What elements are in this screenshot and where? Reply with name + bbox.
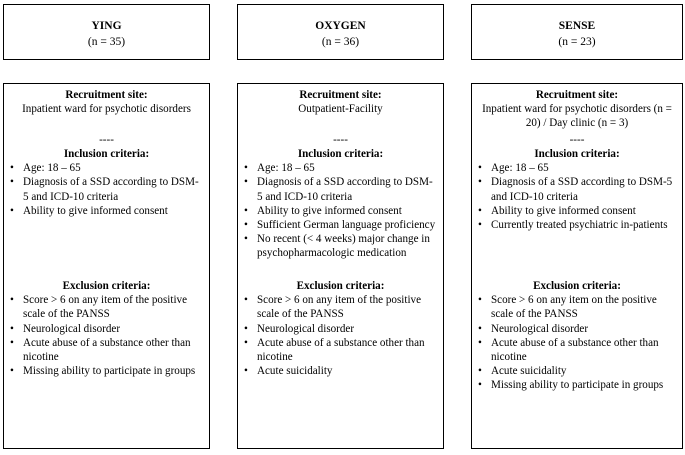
bullet-icon: • bbox=[244, 176, 248, 189]
exclusion-item-text: Acute suicidality bbox=[491, 365, 567, 378]
inclusion-item bbox=[10, 161, 203, 175]
group-name: SENSE bbox=[558, 20, 596, 32]
inclusion-title: Inclusion criteria: bbox=[297, 148, 384, 160]
exclusion-item bbox=[478, 378, 676, 392]
group-sample-size: (n = 35) bbox=[87, 36, 126, 48]
bullet-icon: • bbox=[244, 336, 248, 349]
inclusion-list bbox=[478, 161, 676, 232]
bullet-icon: • bbox=[10, 204, 14, 217]
inclusion-item bbox=[244, 175, 437, 203]
inclusion-item-text: Diagnosis of a SSD according to DSM-5 and ICD-10 criteria bbox=[257, 176, 433, 203]
inclusion-section bbox=[478, 147, 676, 279]
bullet-icon: • bbox=[10, 365, 14, 378]
inclusion-item-text: Age: 18 – 65 bbox=[491, 162, 549, 175]
exclusion-item bbox=[244, 322, 437, 336]
exclusion-item bbox=[10, 364, 203, 378]
bullet-icon: • bbox=[244, 365, 248, 378]
exclusion-item-text: Acute suicidality bbox=[257, 365, 333, 378]
inclusion-item-text: Currently treated psychiatric in-patients bbox=[491, 219, 668, 232]
exclusion-item bbox=[10, 322, 203, 336]
recruitment-title: Recruitment site: bbox=[535, 89, 619, 101]
criteria-box-oxygen bbox=[237, 83, 444, 449]
inclusion-item bbox=[10, 204, 203, 218]
exclusion-item-text: Score > 6 on any item on the positive scale of the PANSS bbox=[491, 294, 657, 321]
inclusion-item-text: Ability to give informed consent bbox=[23, 204, 168, 217]
bullet-icon: • bbox=[244, 322, 248, 335]
recruitment-text: Inpatient ward for psychotic disorders bbox=[22, 103, 191, 116]
exclusion-item-text: Acute abuse of a substance other than nicotine bbox=[257, 336, 425, 364]
inclusion-list bbox=[10, 161, 203, 218]
section-separator: ---- bbox=[569, 134, 585, 146]
exclusion-item-text: Acute abuse of a substance other than nicotine bbox=[23, 336, 191, 364]
group-name: OXYGEN bbox=[315, 20, 366, 32]
exclusion-item bbox=[10, 336, 203, 364]
bullet-icon: • bbox=[10, 322, 14, 335]
bullet-icon: • bbox=[244, 162, 248, 175]
bullet-icon: • bbox=[478, 162, 482, 175]
recruitment-text: Outpatient-Facility bbox=[298, 103, 383, 116]
inclusion-item-text: Diagnosis of a SSD according to DSM-5 and ICD-10 criteria bbox=[23, 176, 199, 203]
inclusion-item-text: Age: 18 – 65 bbox=[23, 162, 81, 175]
bullet-icon: • bbox=[244, 219, 248, 232]
exclusion-item bbox=[244, 336, 437, 364]
exclusion-item bbox=[478, 293, 676, 321]
bullet-icon: • bbox=[10, 294, 14, 307]
group-header-sense bbox=[471, 4, 683, 60]
bullet-icon: • bbox=[244, 233, 248, 246]
inclusion-item bbox=[244, 218, 437, 232]
bullet-icon: • bbox=[478, 365, 482, 378]
inclusion-item-text: Diagnosis of a SSD according to DSM-5 and ICD-10 criteria bbox=[491, 176, 673, 203]
exclusion-title: Exclusion criteria: bbox=[296, 280, 385, 292]
section-separator: ---- bbox=[333, 134, 348, 146]
exclusion-item-text: Neurological disorder bbox=[23, 322, 121, 335]
bullet-icon: • bbox=[244, 204, 248, 217]
exclusion-list bbox=[478, 293, 676, 392]
inclusion-section bbox=[244, 147, 437, 279]
exclusion-item-text: Score > 6 on any item of the positive scale of the PANSS bbox=[257, 294, 422, 321]
exclusion-item bbox=[478, 364, 676, 378]
recruitment-text: Inpatient ward for psychotic disorders (n = 20) / Day clinic (n = 3) bbox=[482, 103, 672, 130]
inclusion-item-text: Sufficient German language proficiency bbox=[257, 219, 436, 232]
recruitment-section bbox=[478, 88, 676, 133]
exclusion-item bbox=[244, 293, 437, 321]
bullet-icon: • bbox=[10, 336, 14, 349]
inclusion-item bbox=[244, 161, 437, 175]
exclusion-item-text: Score > 6 on any item of the positive scale of the PANSS bbox=[23, 294, 188, 321]
bullet-icon: • bbox=[478, 204, 482, 217]
bullet-icon: • bbox=[478, 219, 482, 232]
bullet-icon: • bbox=[478, 176, 482, 189]
inclusion-section bbox=[10, 147, 203, 279]
inclusion-item bbox=[478, 218, 676, 232]
recruitment-title: Recruitment site: bbox=[299, 89, 382, 101]
exclusion-title: Exclusion criteria: bbox=[62, 280, 151, 292]
inclusion-item-text: Ability to give informed consent bbox=[491, 204, 636, 217]
recruitment-section bbox=[10, 88, 203, 133]
inclusion-item bbox=[10, 175, 203, 203]
bullet-icon: • bbox=[478, 336, 482, 349]
group-sample-size: (n = 23) bbox=[558, 36, 596, 48]
exclusion-item-text: Acute abuse of a substance other than nicotine bbox=[491, 336, 659, 364]
exclusion-item-text: Missing ability to participate in groups bbox=[491, 379, 664, 392]
exclusion-item-text: Neurological disorder bbox=[257, 322, 355, 335]
inclusion-item bbox=[478, 161, 676, 175]
inclusion-item bbox=[478, 175, 676, 203]
criteria-box-ying bbox=[3, 83, 210, 449]
inclusion-item bbox=[478, 204, 676, 218]
exclusion-item-text: Missing ability to participate in groups bbox=[23, 365, 196, 378]
inclusion-item bbox=[244, 232, 437, 260]
section-separator: ---- bbox=[99, 134, 114, 146]
exclusion-section bbox=[478, 279, 676, 393]
group-sample-size: (n = 36) bbox=[321, 36, 360, 48]
recruitment-section bbox=[244, 88, 437, 133]
exclusion-item bbox=[244, 364, 437, 378]
inclusion-title: Inclusion criteria: bbox=[63, 148, 150, 160]
exclusion-section bbox=[244, 279, 437, 378]
inclusion-item bbox=[244, 204, 437, 218]
exclusion-item bbox=[478, 336, 676, 364]
exclusion-list bbox=[10, 293, 203, 378]
bullet-icon: • bbox=[478, 294, 482, 307]
inclusion-item-text: No recent (< 4 weeks) major change in psychopharmacologic medication bbox=[257, 233, 430, 260]
bullet-icon: • bbox=[478, 379, 482, 392]
group-header-ying bbox=[3, 4, 210, 60]
bullet-icon: • bbox=[10, 176, 14, 189]
bullet-icon: • bbox=[10, 162, 14, 175]
inclusion-item-text: Ability to give informed consent bbox=[257, 204, 402, 217]
bullet-icon: • bbox=[244, 294, 248, 307]
inclusion-item-text: Age: 18 – 65 bbox=[257, 162, 315, 175]
group-name: YING bbox=[91, 20, 122, 32]
bullet-icon: • bbox=[478, 322, 482, 335]
exclusion-list bbox=[244, 293, 437, 378]
inclusion-title: Inclusion criteria: bbox=[534, 148, 620, 160]
inclusion-list bbox=[244, 161, 437, 260]
exclusion-title: Exclusion criteria: bbox=[533, 280, 621, 292]
exclusion-section bbox=[10, 279, 203, 378]
group-header-oxygen bbox=[237, 4, 444, 60]
exclusion-item bbox=[10, 293, 203, 321]
criteria-box-sense bbox=[471, 83, 683, 449]
exclusion-item-text: Neurological disorder bbox=[491, 322, 589, 335]
exclusion-item bbox=[478, 322, 676, 336]
recruitment-title: Recruitment site: bbox=[65, 89, 148, 101]
